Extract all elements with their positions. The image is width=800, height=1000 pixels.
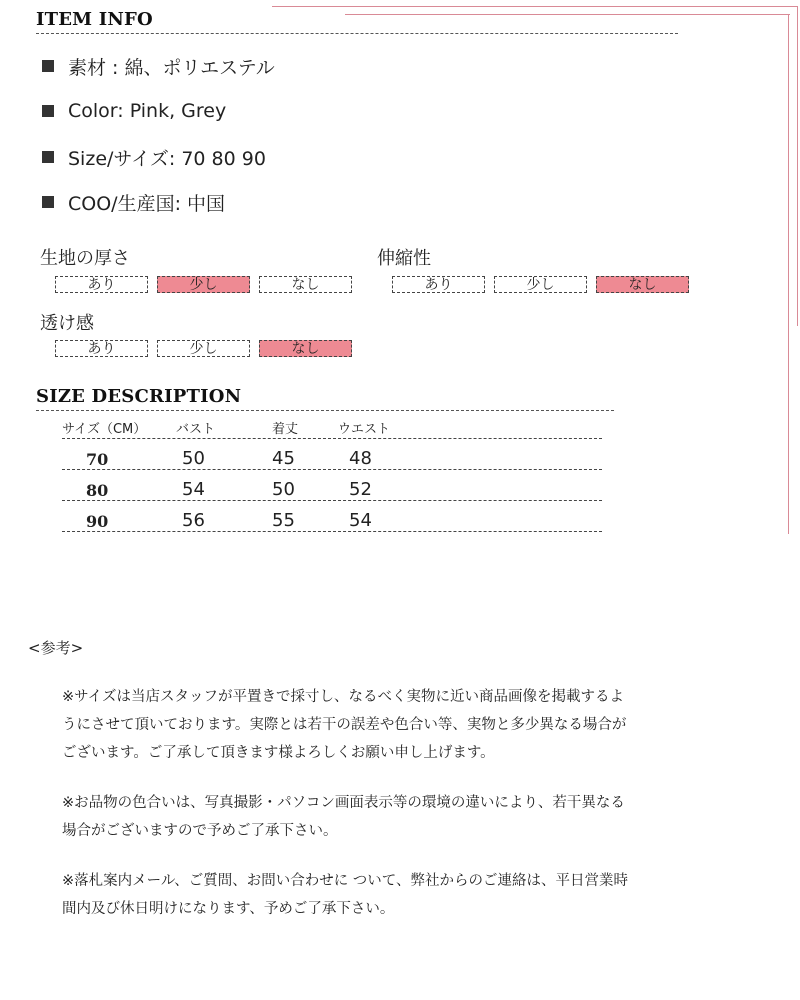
length-cell: 45: [272, 448, 295, 469]
note-line: ※落札案内メール、ご質問、お問い合わせに ついて、弊社からのご連絡は、平日営業時: [62, 873, 629, 889]
waist-cell: 52: [349, 479, 372, 500]
item-info-rule: [36, 33, 678, 34]
size-header-size: サイズ（CM）: [62, 422, 147, 437]
bust-cell: 56: [182, 510, 205, 531]
size-cell: 80: [86, 481, 109, 500]
table-row: [62, 470, 602, 501]
table-row: [62, 439, 602, 470]
note-line: うにさせて頂いております。実際とは若干の誤差や色合い等、実物と多少異なる場合が: [62, 717, 627, 733]
bust-cell: 54: [182, 479, 205, 500]
item-info-row-size: [42, 143, 266, 171]
waist-cell: 54: [349, 510, 372, 531]
note-line: ※サイズは当店スタッフが平置きで採寸し、なるべく実物に近い商品画像を掲載するよ: [62, 689, 624, 705]
table-row: [62, 501, 602, 532]
size-header-bust: バスト: [176, 422, 216, 437]
length-cell: 55: [272, 510, 295, 531]
size-cell: 90: [86, 512, 109, 531]
item-info-text: Color: Pink, Grey: [68, 100, 227, 122]
size-header-waist: ウエスト: [338, 422, 391, 437]
note-line: 間内及び休日明けになります、予めご了承下さい。: [62, 901, 395, 917]
note-paragraph-size: [62, 683, 762, 767]
stretch-option-sukoshi: 少し: [494, 276, 587, 293]
bullet-square-icon: [42, 196, 54, 208]
property-transparency-title: 透け感: [40, 313, 94, 334]
bullet-square-icon: [42, 60, 54, 72]
bust-cell: 50: [182, 448, 205, 469]
transparency-option-ari: あり: [55, 340, 148, 357]
item-info-text: COO/生産国: 中国: [68, 192, 226, 215]
stretch-option-ari: あり: [392, 276, 485, 293]
size-table: [62, 420, 602, 532]
frame-line-top-outer: [272, 6, 797, 7]
size-description-title: SIZE DESCRIPTION: [36, 386, 242, 407]
note-line: ※お品物の色合いは、写真撮影・パソコン画面表示等の環境の違いにより、若干異なる: [62, 795, 625, 811]
item-info-title: ITEM INFO: [36, 9, 153, 30]
length-cell: 50: [272, 479, 295, 500]
frame-line-right-inner: [788, 14, 789, 534]
waist-cell: 48: [349, 448, 372, 469]
transparency-option-nashi: なし: [259, 340, 352, 357]
note-paragraph-contact: [62, 867, 762, 923]
bullet-square-icon: [42, 151, 54, 163]
size-header-length: 着丈: [272, 422, 299, 437]
thickness-option-sukoshi: 少し: [157, 276, 250, 293]
thickness-option-nashi: なし: [259, 276, 352, 293]
thickness-option-ari: あり: [55, 276, 148, 293]
item-info-row-color: [42, 97, 226, 125]
property-thickness-title: 生地の厚さ: [40, 248, 130, 269]
note-line: ございます。ご了承して頂きます様よろしくお願い申し上げます。: [62, 745, 495, 761]
frame-line-right-outer: [797, 6, 798, 326]
item-info-row-material: [42, 52, 275, 80]
note-line: 場合がございますので予めご了承下さい。: [62, 823, 338, 839]
size-table-header: [62, 420, 602, 439]
item-info-text: Size/サイズ: 70 80 90: [68, 147, 266, 170]
notes-heading: <参考>: [28, 639, 84, 657]
transparency-option-sukoshi: 少し: [157, 340, 250, 357]
property-stretch-title: 伸縮性: [377, 248, 431, 269]
bullet-square-icon: [42, 105, 54, 117]
note-paragraph-color: [62, 789, 762, 845]
item-info-text: 素材 : 綿、ポリエステル: [68, 56, 275, 79]
frame-line-top-inner: [345, 14, 790, 15]
stretch-option-nashi: なし: [596, 276, 689, 293]
size-description-rule: [36, 410, 614, 411]
item-info-row-coo: [42, 188, 225, 216]
size-cell: 70: [86, 450, 109, 469]
